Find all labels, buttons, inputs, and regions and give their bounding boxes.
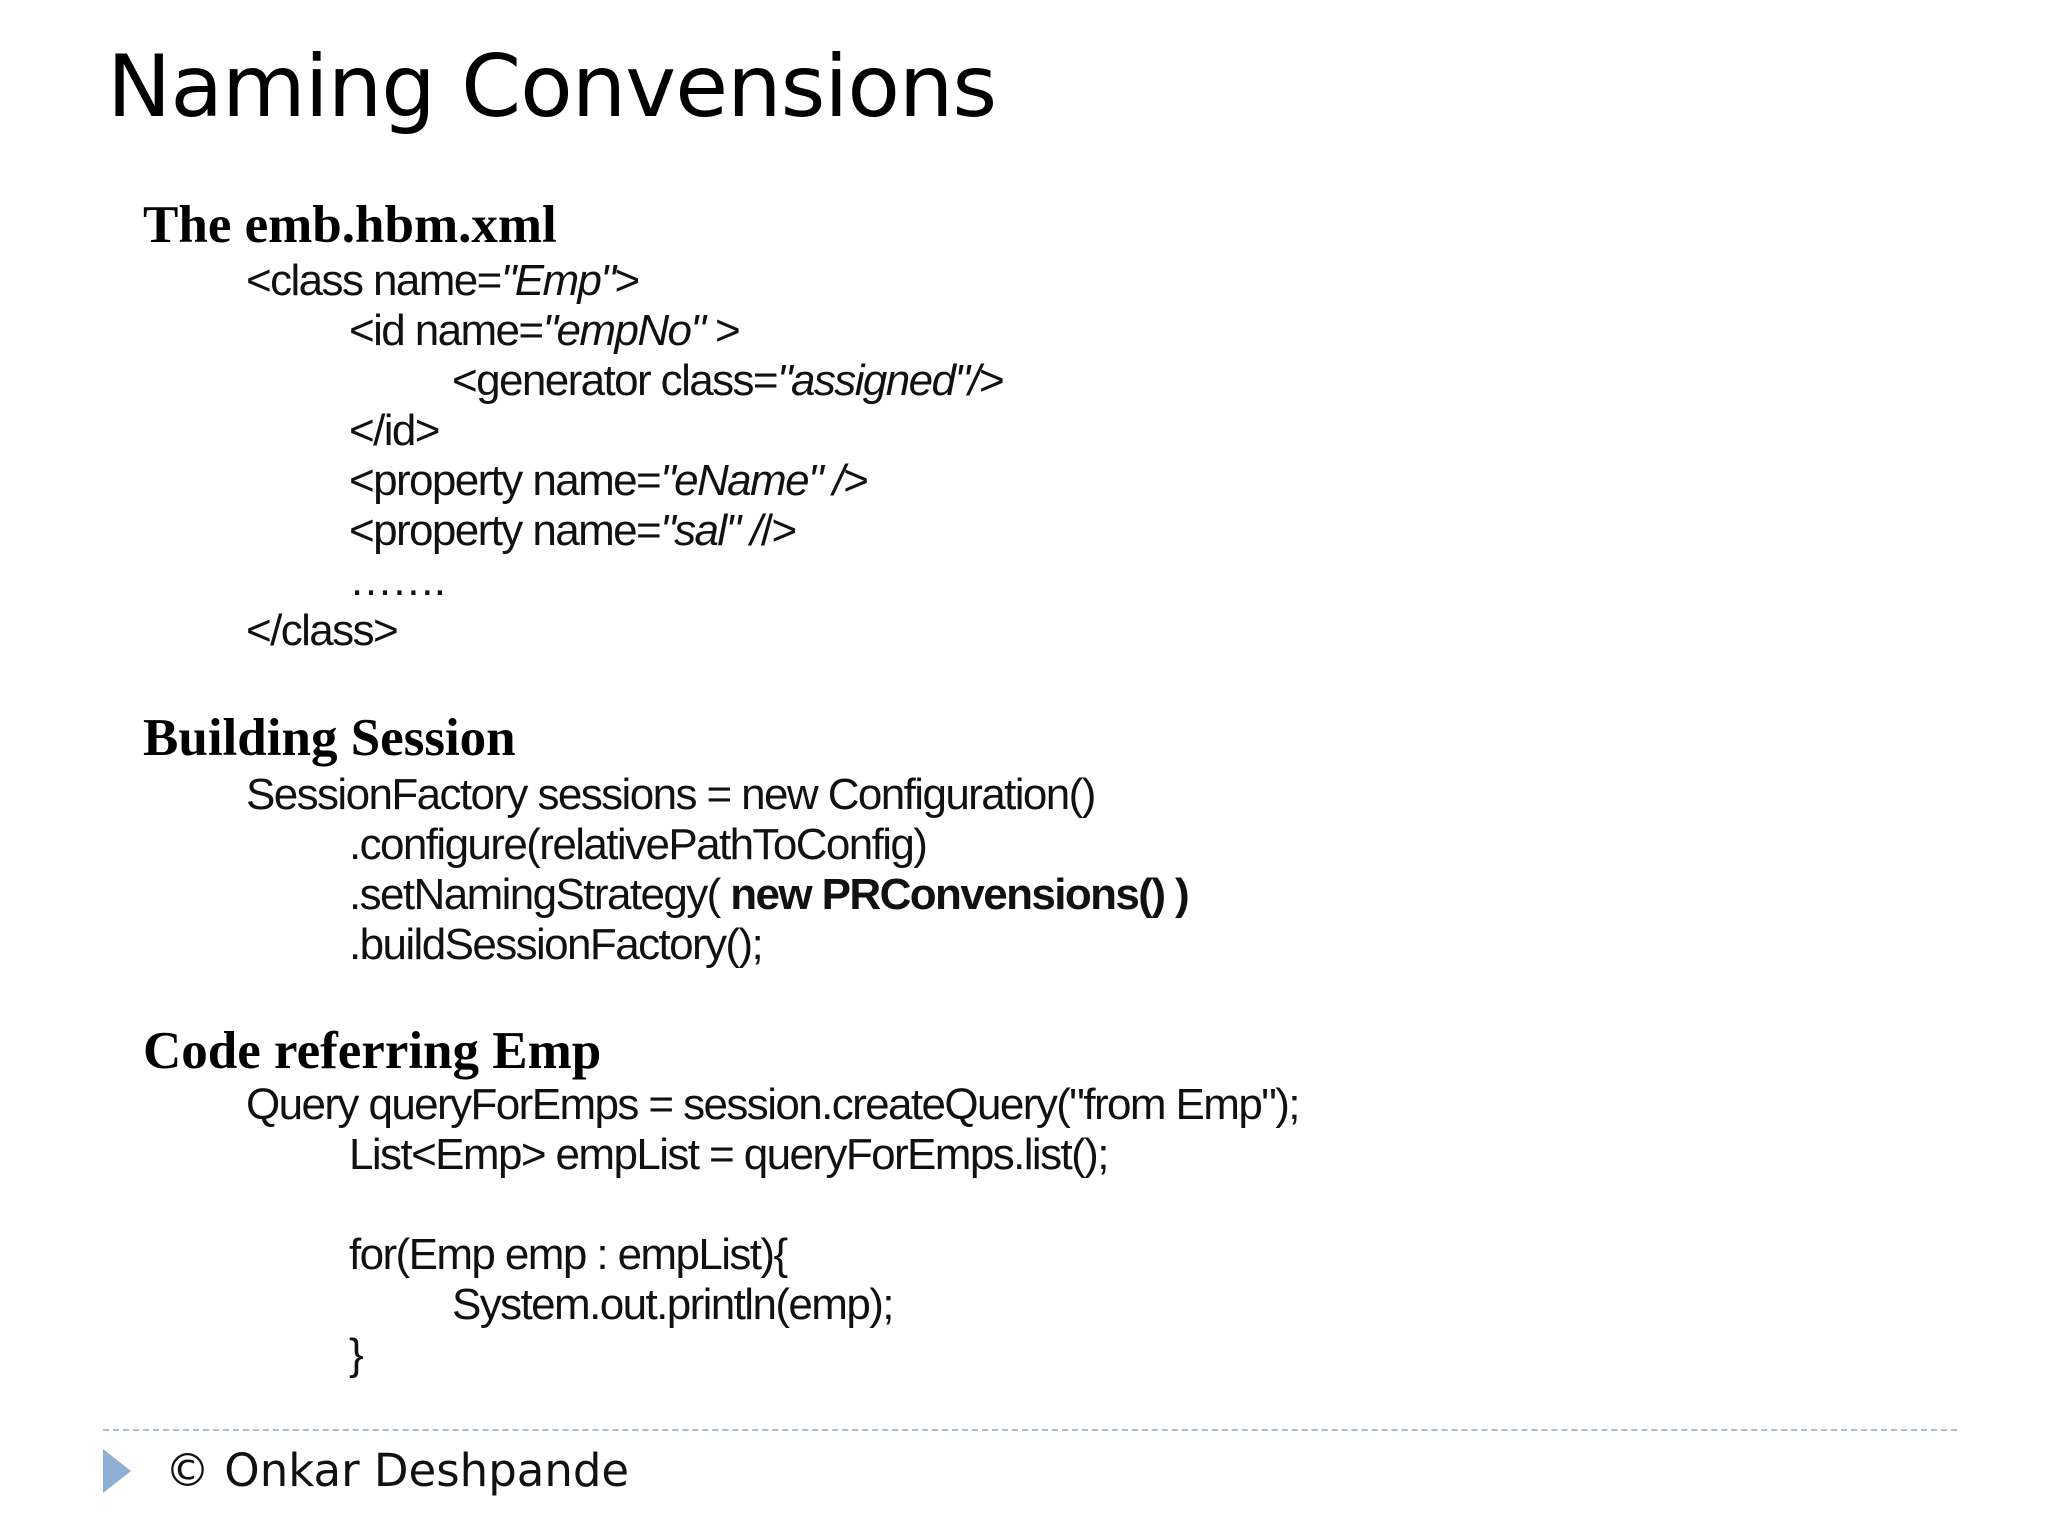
footer-divider <box>103 1429 1957 1431</box>
code-line: Query queryForEmps = session.createQuery("from Emp"); <box>246 1080 1299 1129</box>
code-line: <class name="Emp"> <box>246 256 639 305</box>
hbm-heading: The emb.hbm.xml <box>143 196 557 254</box>
footer-copyright: © Onkar Deshpande <box>165 1444 630 1497</box>
triangle-right-icon <box>103 1449 131 1493</box>
code-line: <id name="empNo" > <box>349 306 740 355</box>
code-line: <generator class="assigned"/> <box>452 356 1004 405</box>
code-line: .setNamingStrategy( new PRConvensions() ) <box>349 870 1189 919</box>
code-line: } <box>349 1330 363 1379</box>
session-heading: Building Session <box>143 709 516 767</box>
code-heading: Code referring Emp <box>143 1022 602 1080</box>
code-line: SessionFactory sessions = new Configuration() <box>246 770 1095 819</box>
slide-title: Naming Convensions <box>107 37 997 137</box>
code-line: .configure(relativePathToConfig) <box>349 820 927 869</box>
code-line: </class> <box>246 606 398 655</box>
code-line: .buildSessionFactory(); <box>349 920 763 969</box>
code-line: for(Emp emp : empList){ <box>349 1230 787 1279</box>
code-line: ……. <box>349 556 445 605</box>
code-line: <property name="eName" /> <box>349 456 868 505</box>
code-line: </id> <box>349 406 439 455</box>
code-line: List<Emp> empList = queryForEmps.list(); <box>349 1130 1108 1179</box>
code-line: System.out.println(emp); <box>452 1280 893 1329</box>
code-line: <property name="sal" //> <box>349 506 796 555</box>
